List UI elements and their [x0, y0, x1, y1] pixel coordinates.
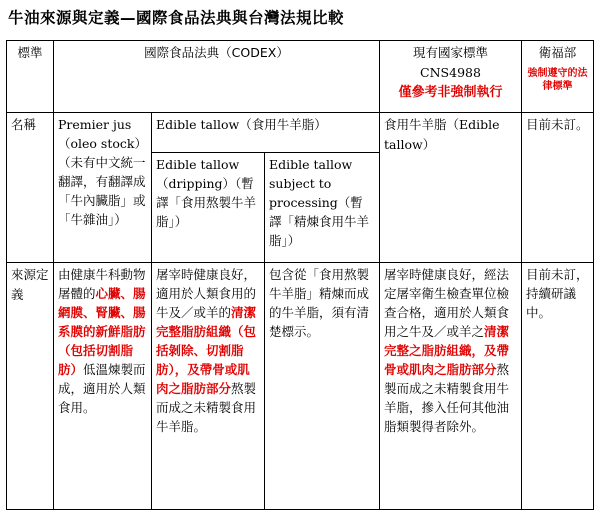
def-col4-red: 清潔完整之脂肪組織，及帶骨或肌肉之脂肪部分: [384, 324, 510, 377]
comparison-table: [6, 40, 594, 510]
header-national: [380, 41, 522, 113]
name-processing: Edible tallow subject to processing（暫譯「精煉食用牛羊脂」）: [265, 153, 380, 263]
header-mohw: [522, 41, 594, 113]
def-col1-red: 心臟、腸網膜、腎臟、腸系膜的新鮮脂肪（包括切割脂肪）: [58, 286, 146, 377]
header-standard: 標準: [7, 41, 54, 113]
page-title: 牛油來源與定義—國際食品法典與台灣法規比較: [8, 9, 345, 27]
name-dripping: Edible tallow（dripping）（暫譯「食用熬製牛羊脂」）: [152, 153, 265, 263]
def-col4-pre: 屠宰時健康良好，經法定屠宰衛生檢查單位檢查合格，適用於人類食用之牛及／或羊之: [384, 267, 510, 339]
header-codex: 國際食品法典（CODEX）: [54, 41, 380, 113]
name-codex-col1: Premier jus（oleo stock）（未有中文統一翻譯，有翻譯成「牛內臟脂」或「牛雜油」）: [54, 113, 152, 263]
def-col1-pre: 由健康牛科動物屠體的: [58, 267, 146, 301]
def-col2-pre: 屠宰時健康良好，適用於人類食用的牛及／或羊的: [156, 267, 257, 320]
name-codex-tallow: Edible tallow（食用牛羊脂）: [152, 113, 380, 153]
header-national-code: CNS4988: [420, 65, 481, 80]
def-col4-post: 熬製而成之未精製食用牛羊脂，摻入任何其他油脂類製得者除外。: [384, 362, 510, 434]
header-mohw-title: 衛福部: [538, 45, 577, 60]
def-mohw: 目前未訂，持續研議中。: [522, 263, 594, 510]
label-name: 名稱: [7, 113, 54, 263]
name-row: [7, 113, 594, 153]
name-cns: 食用牛羊脂（Edible tallow）: [380, 113, 522, 263]
label-definition: 來源定義: [7, 263, 54, 510]
name-mohw: 目前未訂。: [522, 113, 594, 263]
definition-row: [7, 263, 594, 510]
def-col1-post: 低溫煉製而成，適用於人類食用。: [58, 362, 146, 415]
header-national-note: 僅參考非強制執行: [398, 85, 503, 100]
def-codex-col1: [54, 263, 152, 510]
header-national-title: 現有國家標準: [412, 45, 488, 60]
header-mohw-note: 強制遵守的法律標準: [527, 68, 588, 92]
def-codex-col2: [152, 263, 265, 510]
def-col2-red: 清潔完整脂肪組織（包括剝除、切割脂肪），及帶骨或肌肉之脂肪部分: [156, 305, 257, 396]
header-row: [7, 41, 594, 113]
def-codex-col3: 包含從「食用熬製牛羊脂」精煉而成的牛羊脂，須有清楚標示。: [265, 263, 380, 510]
def-cns: [380, 263, 522, 510]
def-col2-post: 熬製而成之未精製食用牛羊脂。: [156, 381, 257, 434]
